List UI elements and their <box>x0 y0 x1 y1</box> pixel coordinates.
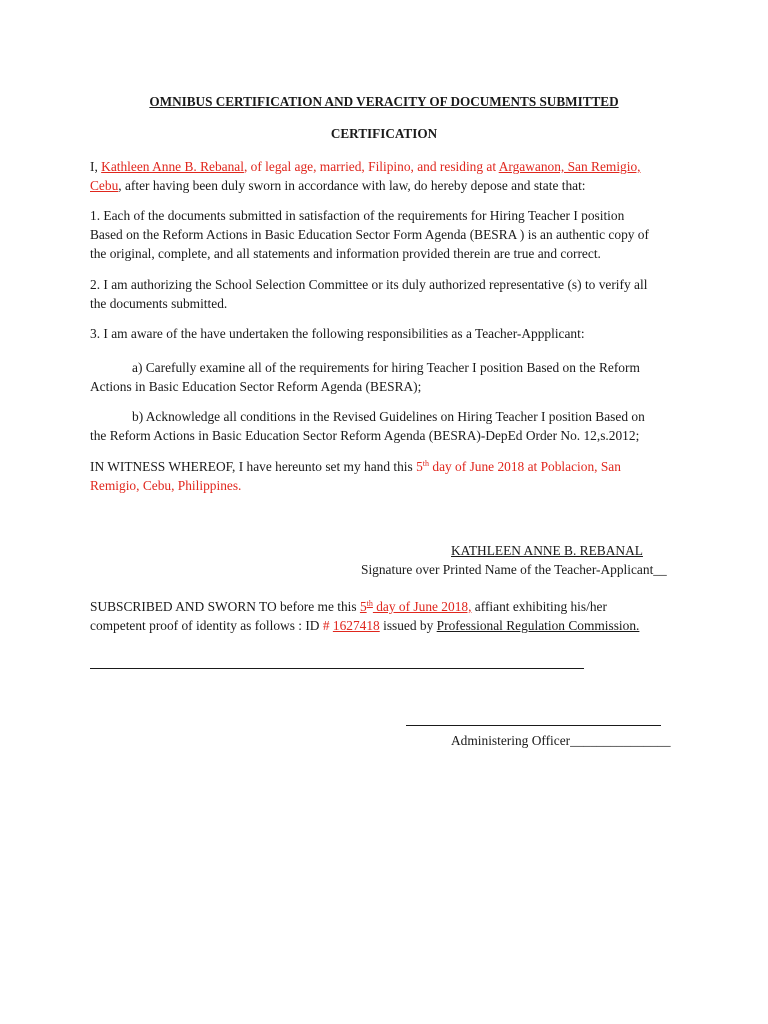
witness-prefix: IN WITNESS WHEREOF, I have hereunto set my hand this <box>90 459 417 474</box>
item-1-paragraph <box>90 206 690 263</box>
intro-line-2 <box>90 176 690 195</box>
witness-day-suffix: th <box>422 459 430 468</box>
applicant-name: Kathleen Anne B. Rebanal <box>101 159 244 174</box>
sworn-prefix: SUBSCRIBED AND SWORN TO before me this <box>90 599 360 614</box>
document-title: OMNIBUS CERTIFICATION AND VERACITY OF DOCUMENTS SUBMITTED <box>149 94 619 109</box>
item-b-paragraph <box>90 407 690 445</box>
signature-caption: Signature over Printed Name of the Teacher-Applicant__ <box>361 562 667 577</box>
item-1-line-1: 1. Each of the documents submitted in satisfaction of the requirements for Hiring Teacher I position <box>90 208 625 223</box>
sworn-mid: affiant exhibiting his/her <box>471 599 607 614</box>
signatory-name: KATHLEEN ANNE B. REBANAL <box>451 543 643 558</box>
witness-paragraph <box>90 457 690 495</box>
item-a-line-2: Actions in Basic Education Sector Reform Agenda (BESRA); <box>90 379 422 394</box>
item-a-paragraph <box>90 358 690 396</box>
section-heading: CERTIFICATION <box>330 126 438 141</box>
officer-caption <box>451 731 671 750</box>
item-1-line-2: Based on the Reform Actions in Basic Education Sector Form Agenda (BESRA ) is an authentic copy of <box>90 227 649 242</box>
id-hash-sign: # <box>322 618 330 633</box>
officer-trailing-line: _______________ <box>570 733 671 748</box>
officer-label: Administering Officer <box>451 733 571 748</box>
item-b-line-2: the Reform Actions in Basic Education Sector Reform Agenda (BESRA)-DepEd Order No. 12,s.2012; <box>90 428 640 443</box>
item-2-line-2: the documents submitted. <box>90 296 228 311</box>
sworn-paragraph <box>90 597 690 635</box>
sworn-day: 5 <box>359 599 367 614</box>
blank-line-rule <box>90 668 584 669</box>
intro-suffix: , after having been duly sworn in accordance with law, do hereby depose and state that: <box>118 178 586 193</box>
issued-by-text: issued by <box>379 618 437 633</box>
sworn-line-1 <box>90 597 690 616</box>
intro-paragraph <box>90 157 690 195</box>
sworn-day-suffix: th <box>366 599 373 608</box>
intro-mid: , of legal age, married, Filipino, and residing at <box>243 159 499 174</box>
witness-line-1 <box>90 457 690 476</box>
officer-signature-rule <box>406 725 661 726</box>
intro-line-1 <box>90 157 690 176</box>
item-1-line-3: the original, complete, and all statements and information provided therein are true and correct. <box>90 246 601 261</box>
witness-line-2: Remigio, Cebu, Philippines. <box>90 478 242 493</box>
sworn-line-2 <box>90 616 690 635</box>
witness-day: 5 <box>416 459 423 474</box>
intro-prefix: I, <box>90 159 102 174</box>
sworn-id-prefix: competent proof of identity as follows : ID <box>90 618 323 633</box>
witness-date-place: day of June 2018 at Poblacion, San <box>429 459 621 474</box>
item-b-line-1: b) Acknowledge all conditions in the Revised Guidelines on Hiring Teacher I position Based on <box>132 409 645 424</box>
sworn-date: day of June 2018, <box>372 599 472 614</box>
item-2-paragraph <box>90 275 690 313</box>
address-line-2: Cebu <box>90 178 119 193</box>
issuing-commission: Professional Regulation Commission. <box>436 618 640 633</box>
address-line-1: Argawanon, San Remigio, <box>498 159 641 174</box>
item-a-line-1: a) Carefully examine all of the requirements for hiring Teacher I position Based on the Reform <box>132 360 640 375</box>
item-3-paragraph: 3. I am aware of the have undertaken the following responsibilities as a Teacher-Appplicant: <box>90 326 585 341</box>
item-2-line-1: 2. I am authorizing the School Selection Committee or its duly authorized representative (s) to verify all <box>90 277 648 292</box>
id-number: 1627418 <box>332 618 380 633</box>
